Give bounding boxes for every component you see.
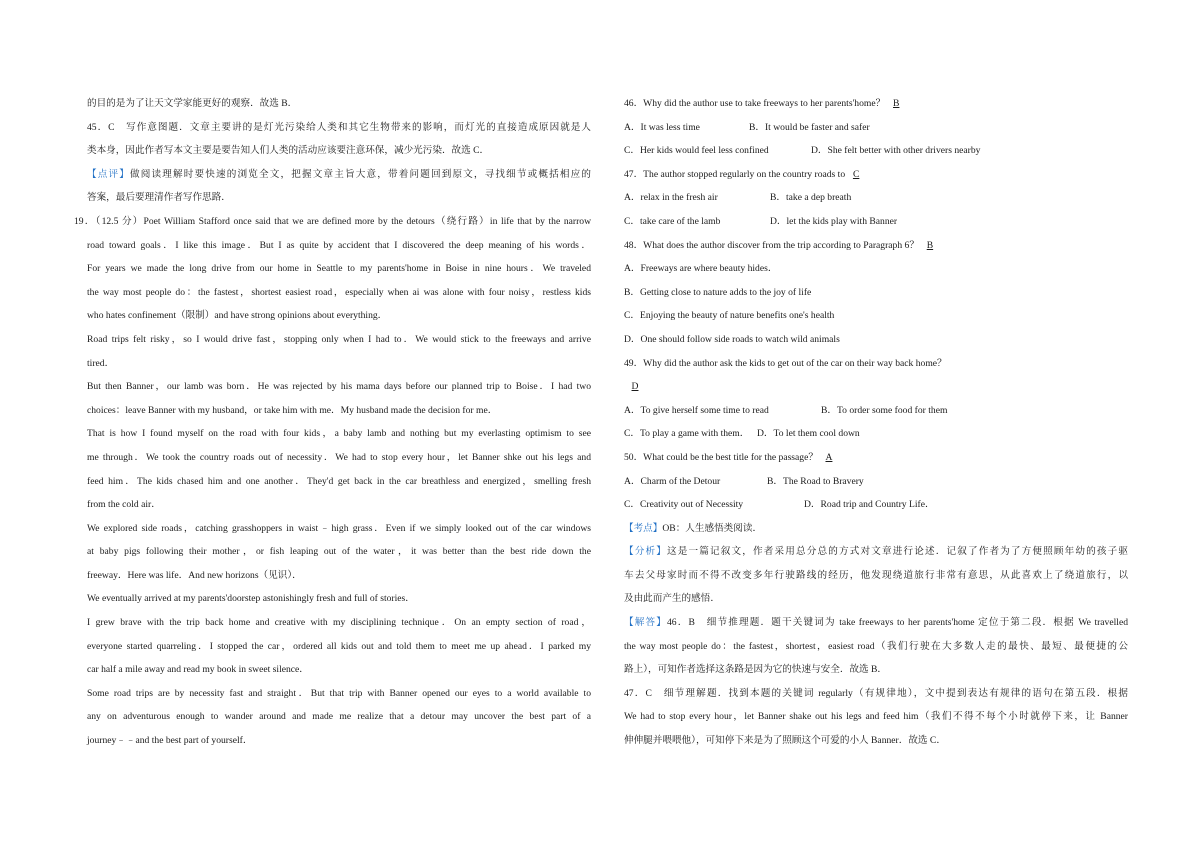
kaodian-text: OB：人生感悟类阅读． [662,522,763,534]
question-stem: 50．What could be the best title for the passage？ [624,451,818,463]
text-line: We had to stop every hour，let Banner shake out his legs and feed him（我们不得不每个小时就停下来，让 Banner [624,711,1128,723]
comment-text: 做阅读理解时要快速的浏览全文，把握文章主旨大意，带着问题回到原文，寻找细节或概括相应的 [130,168,592,180]
option-c: C．Her kids would feel less confined [624,145,769,157]
fenxi-tag: 【分析】 [624,546,667,558]
text-line: choices：leave Banner with my husband，or take him with me．My husband made the decision for me． [87,404,498,416]
question-19-line [74,210,591,234]
text-line: 45．C 写作意图题．文章主要讲的是灯光污染给人类和其它生物带来的影响，而灯光的直接造成原因就是人 [87,121,591,133]
answer-blank: D [631,381,639,393]
text-line: 路上），可知作者选择这条路是因为它的快速与安全．故选 B． [624,664,888,676]
text-line: We explored side roads，catching grasshoppers in waist﹣high grass．Even if we simply looked out of the car windows [87,522,591,534]
jieda-line [624,611,1128,635]
text-line: the way most people do：the fastest，shortest，easiest road（我们行驶在大多数人走的最快、最短、最便捷的公 [624,640,1128,652]
option-b: B．It would be faster and safer [749,121,870,133]
text-line: 及由此而产生的感悟． [624,593,720,605]
text-line: That is how I found myself on the road with four kids，a baby lamb and nothing but my everlasting optimism to see [87,428,591,440]
answer-blank: C [852,168,860,180]
text-line: 47．C 细节理解题．找到本题的关键词 regularly（有规律地），文中提到表达有规律的语句在第五段．根据 [624,687,1128,699]
option-b: B．Getting close to nature adds to the joy of life [624,286,812,298]
option-c: C．take care of the lamb [624,215,721,227]
text-line: tired． [87,357,115,369]
text-line: 车去父母家时而不得不改变多年行驶路线的经历，他发现绕道旅行非常有意思，从此喜欢上了绕道旅行，以 [624,569,1128,581]
option-a: A．relax in the fresh air [624,192,718,204]
text-line: Road trips felt risky，so I would drive fast，stopping only when I had to．We would stick to the freeways and arrive [87,333,591,345]
option-c: C．To play a game with them． [624,428,750,440]
kaodian-tag: 【考点】 [624,522,663,534]
question-stem: 47．The author stopped regularly on the country roads to [624,168,846,180]
text-line: everyone started quarreling．I stopped the car，ordered all kids out and told them to meet me up ahead．I parked my [87,640,591,652]
text-line: For years we made the long drive from our home in Seattle to my parents'home in Boise in nine hours．We traveled [87,263,591,275]
text-line: freeway．Here was life．And new horizons（见识）． [87,569,302,581]
option-d: D．let the kids play with Banner [770,215,898,227]
option-c: C．Enjoying the beauty of nature benefits one's health [624,310,835,322]
text-line: who hates confinement（限制）and have strong opinions about everything． [87,310,388,322]
text-line: road toward goals．I like this image．But I as quite by accident that I discovered the deep meaning of his words． [87,239,591,251]
text-line: feed him．The kids chased him and one another．They'd get back in the car breathless and energized，smelling fresh [87,475,591,487]
answer-line [624,375,1128,399]
text-line: We eventually arrived at my parents'doorstep astonishingly fresh and full of stories． [87,593,415,605]
options-row [624,210,1128,234]
options-row [624,116,1128,140]
text-line: But then Banner，our lamb was born．He was rejected by his mama days before our planned trip to Boise．I had two [87,381,591,393]
jieda-text: 46．B 细节推理题．题干关键词为 take freeways to her parents'home 定位于第二段．根据 We travelled [666,617,1129,629]
option-a: A．It was less time [624,121,700,133]
options-row [624,186,1128,210]
kaodian-line [624,517,1128,541]
text-line: the way most people do：the fastest，shortest easiest road，especially when ai was alone with four noisy，restless kids [87,286,591,298]
question-50 [624,446,1128,470]
text-line: me through．We took the country roads out of necessity．We had to stop every hour，let Banner shke out his legs and [87,451,591,463]
text-line: from the cold air． [87,499,161,511]
options-row [624,422,1128,446]
text-line: journey﹣﹣and the best part of yourself． [87,735,253,747]
fenxi-text: 这是一篇记叙文，作者采用总分总的方式对文章进行论述．记叙了作者为了方便照顾年幼的孩子驱 [667,546,1129,558]
right-column [624,92,1128,753]
option-d: D．Road trip and Country Life． [804,499,935,511]
option-c: C．Creativity out of Necessity [624,499,744,511]
option-a: A．To give herself some time to read [624,404,769,416]
comment-line [87,163,591,187]
text-line: any on adventurous enough to wander around and made me realize that a detour may uncover the best part of a [87,711,591,723]
option-b: B．The Road to Bravery [767,475,864,487]
text-line: 的目的是为了让天文学家能更好的观察．故选 B． [87,98,298,109]
question-48 [624,234,1128,258]
left-column [74,92,592,753]
jieda-tag: 【解答】 [624,617,667,629]
answer-blank: A [825,451,833,463]
option-a: A．Charm of the Detour [624,475,721,487]
option-a: A．Freeways are where beauty hides． [624,263,778,275]
option-d: D．One should follow side roads to watch wild animals [624,333,840,345]
question-19-text: （12.5 分）Poet William Stafford once said that we are defined more by the detours（绕行路）in life that by the narrow [95,215,591,227]
text-line: Some road trips are by necessity fast and straight．But that trip with Banner opened our eyes to a world available to [87,687,591,699]
question-number: 19． [74,215,96,227]
text-line: car half a mile away and read my book in sweet silence． [87,664,309,676]
question-47 [624,163,1128,187]
text-line: 伸伸腿并喂喂他），可知停下来是为了照顾这个可爱的小人 Banner．故选 C． [624,735,946,747]
text-line: at baby pigs following their mother，or fish leaping out of the water，it was better than the best ride down the [87,546,591,558]
option-d: D．To let them cool down [757,428,860,440]
question-46 [624,92,1128,116]
options-row [624,399,1128,423]
option-b: B．take a dep breath [770,192,852,204]
fenxi-line [624,540,1128,564]
text-line: 类本身，因此作者写本文主要是要告知人们人类的活动应该要注意环保，减少光污染．故选 C． [87,145,490,157]
answer-blank: B [926,239,934,251]
text-line: 答案，最后要理清作者写作思路． [87,192,231,204]
question-stem: 48．What does the author discover from the trip according to Paragraph 6？ [624,239,919,251]
comment-tag: 【点评】 [87,168,130,180]
question-stem: 46．Why did the author use to take freeways to her parents'home？ [624,98,886,109]
option-d: D．She felt better with other drivers nearby [811,145,981,157]
text-line: I grew brave with the trip back home and creative with my disciplining technique．On an empty section of road， [87,617,591,629]
options-row [624,493,1128,517]
options-row [624,470,1128,494]
option-b: B．To order some food for them [821,404,948,416]
answer-blank: B [893,98,900,109]
options-row [624,139,1128,163]
question-49: 49．Why did the author ask the kids to get out of the car on their way back home？ [624,357,947,369]
